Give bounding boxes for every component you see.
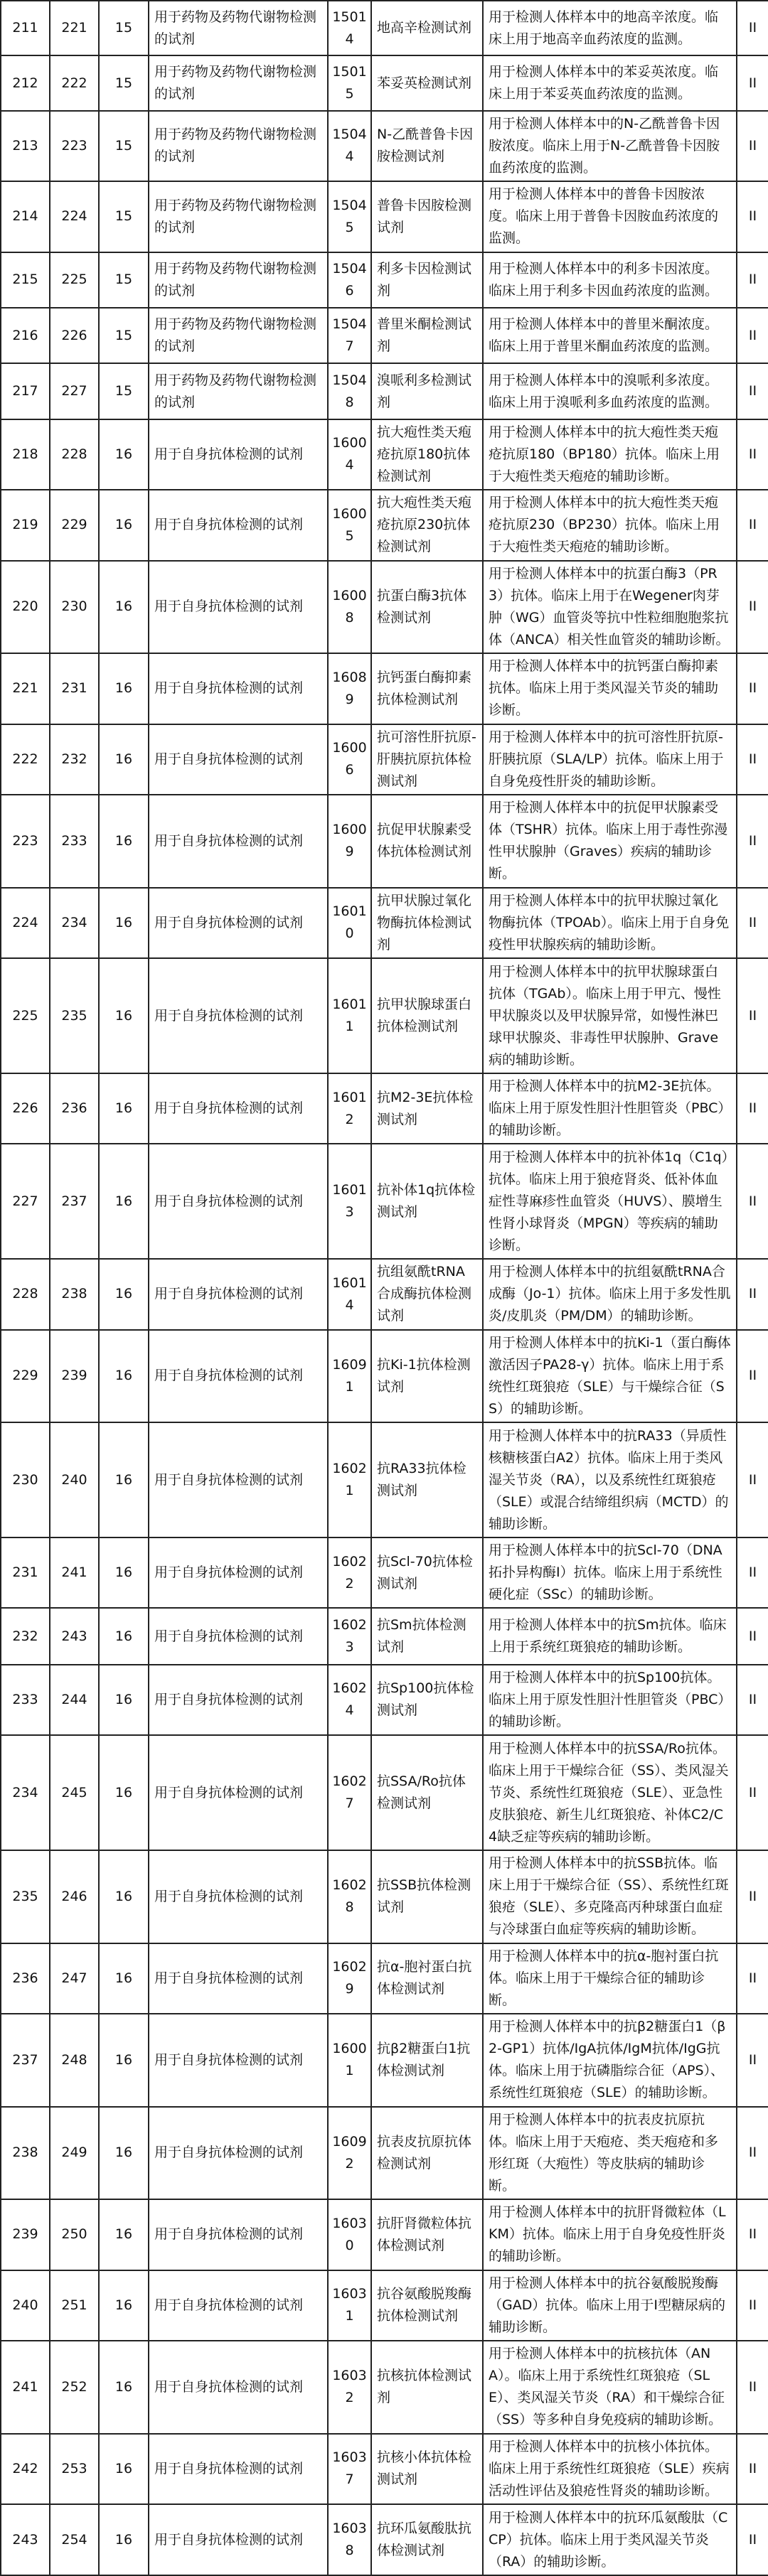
row-product-name-cell: 抗SSA/Ro抗体检测试剂 (371, 1735, 483, 1850)
row-purpose-cell: 用于自身抗体检测的试剂 (149, 1608, 328, 1664)
row-description-cell: 用于检测人体样本中的抗甲状腺球蛋白抗体（TGAb）。临床上用于甲亢、慢性甲状腺炎以及甲状腺异常，如慢性淋巴球甲状腺炎、非毒性甲状腺肿、Grave病的辅助诊断。 (483, 958, 737, 1073)
row-purpose-cell: 用于自身抗体检测的试剂 (149, 724, 328, 795)
row-seq-cell: 229 (1, 1330, 50, 1423)
row-purpose-cell: 用于自身抗体检测的试剂 (149, 795, 328, 888)
table-row (1, 55, 768, 110)
row-seq-cell: 238 (1, 2107, 50, 2200)
row-product-name-cell: 利多卡因检测试剂 (371, 252, 483, 308)
row-class-cell: II (737, 2341, 768, 2434)
row-category-cell: 16 (99, 1850, 149, 1943)
row-description-cell: 用于检测人体样本中的抗钙蛋白酶抑素抗体。临床上用于类风湿关节炎的辅助诊断。 (483, 653, 737, 724)
row-product-name-cell: 抗环瓜氨酸肽抗体检测试剂 (371, 2504, 483, 2575)
row-purpose-cell: 用于药物及药物代谢物检测的试剂 (149, 181, 328, 252)
row-seq-cell: 224 (1, 888, 50, 958)
row-code-cell: 16005 (328, 490, 371, 560)
row-purpose-cell: 用于药物及药物代谢物检测的试剂 (149, 55, 328, 110)
row-number-cell: 241 (50, 1537, 99, 1608)
table-row (1, 1850, 768, 1943)
row-category-cell: 16 (99, 724, 149, 795)
table-row (1, 419, 768, 490)
row-code-cell: 16027 (328, 1735, 371, 1850)
row-purpose-cell: 用于自身抗体检测的试剂 (149, 2504, 328, 2575)
row-purpose-cell: 用于自身抗体检测的试剂 (149, 2107, 328, 2200)
row-product-name-cell: 抗M2-3E抗体检测试剂 (371, 1073, 483, 1144)
table-row (1, 561, 768, 654)
row-description-cell: 用于检测人体样本中的抗蛋白酶3（PR3）抗体。临床上用于在Wegener肉芽肿（WG）血管炎等抗中性粒细胞胞浆抗体（ANCA）相关性血管炎的辅助诊断。 (483, 561, 737, 654)
row-number-cell: 234 (50, 888, 99, 958)
row-purpose-cell: 用于自身抗体检测的试剂 (149, 2341, 328, 2434)
row-description-cell: 用于检测人体样本中的抗促甲状腺素受体（TSHR）抗体。临床上用于毒性弥漫性甲状腺肿（Graves）疾病的辅助诊断。 (483, 795, 737, 888)
row-description-cell: 用于检测人体样本中的苯妥英浓度。临床上用于苯妥英血药浓度的监测。 (483, 55, 737, 110)
row-number-cell: 228 (50, 419, 99, 490)
table-row (1, 111, 768, 181)
row-code-cell: 16010 (328, 888, 371, 958)
row-purpose-cell: 用于自身抗体检测的试剂 (149, 1943, 328, 2014)
row-number-cell: 221 (50, 1, 99, 55)
row-class-cell: II (737, 252, 768, 308)
row-purpose-cell: 用于自身抗体检测的试剂 (149, 1665, 328, 1735)
row-code-cell: 16014 (328, 1259, 371, 1329)
row-description-cell: 用于检测人体样本中的抗SSB抗体。临床上用于干燥综合征（SS）、系统性红斑狼疮（SLE）、多克隆高丙种球蛋白血症与冷球蛋白血症等疾病的辅助诊断。 (483, 1850, 737, 1943)
row-category-cell: 16 (99, 1330, 149, 1423)
row-seq-cell: 234 (1, 1735, 50, 1850)
row-product-name-cell: 地高辛检测试剂 (371, 1, 483, 55)
table-row (1, 2199, 768, 2270)
row-category-cell: 16 (99, 1422, 149, 1537)
table-row (1, 1537, 768, 1608)
row-category-cell: 16 (99, 1735, 149, 1850)
row-product-name-cell: 抗组氨酰tRNA合成酶抗体检测试剂 (371, 1259, 483, 1329)
row-description-cell: 用于检测人体样本中的普里米酮浓度。临床上用于普里米酮血药浓度的监测。 (483, 308, 737, 363)
row-number-cell: 246 (50, 1850, 99, 1943)
row-purpose-cell: 用于自身抗体检测的试剂 (149, 1850, 328, 1943)
row-product-name-cell: 抗钙蛋白酶抑素抗体检测试剂 (371, 653, 483, 724)
row-code-cell: 16023 (328, 1608, 371, 1664)
row-category-cell: 16 (99, 888, 149, 958)
row-description-cell: 用于检测人体样本中的抗Sm抗体。临床上用于系统红斑狼疮的辅助诊断。 (483, 1608, 737, 1664)
row-category-cell: 16 (99, 2199, 149, 2270)
row-product-name-cell: 抗可溶性肝抗原-肝胰抗原抗体检测试剂 (371, 724, 483, 795)
row-purpose-cell: 用于自身抗体检测的试剂 (149, 1259, 328, 1329)
table-row (1, 653, 768, 724)
row-number-cell: 223 (50, 111, 99, 181)
row-description-cell: 用于检测人体样本中的抗Sp100抗体。临床上用于原发性胆汁性胆管炎（PBC）的辅助诊断。 (483, 1665, 737, 1735)
row-product-name-cell: 抗核抗体检测试剂 (371, 2341, 483, 2434)
row-code-cell: 16032 (328, 2341, 371, 2434)
row-product-name-cell: 抗补体1q抗体检测试剂 (371, 1144, 483, 1259)
row-purpose-cell: 用于自身抗体检测的试剂 (149, 561, 328, 654)
row-number-cell: 224 (50, 181, 99, 252)
row-code-cell: 16028 (328, 1850, 371, 1943)
row-seq-cell: 221 (1, 653, 50, 724)
row-seq-cell: 241 (1, 2341, 50, 2434)
row-purpose-cell: 用于自身抗体检测的试剂 (149, 1144, 328, 1259)
row-code-cell: 16037 (328, 2434, 371, 2504)
row-number-cell: 243 (50, 1608, 99, 1664)
row-purpose-cell: 用于自身抗体检测的试剂 (149, 1537, 328, 1608)
row-code-cell: 15044 (328, 111, 371, 181)
row-description-cell: 用于检测人体样本中的抗表皮抗原抗体。临床上用于天疱疮、类天疱疮和多形红斑（大疱性）等皮肤病的辅助诊断。 (483, 2107, 737, 2200)
row-purpose-cell: 用于自身抗体检测的试剂 (149, 653, 328, 724)
row-purpose-cell: 用于自身抗体检测的试剂 (149, 1422, 328, 1537)
table-row (1, 308, 768, 363)
row-product-name-cell: 抗SSB抗体检测试剂 (371, 1850, 483, 1943)
row-code-cell: 15014 (328, 1, 371, 55)
table-row (1, 724, 768, 795)
row-number-cell: 239 (50, 1330, 99, 1423)
row-seq-cell: 213 (1, 111, 50, 181)
row-seq-cell: 212 (1, 55, 50, 110)
row-description-cell: 用于检测人体样本中的抗SSA/Ro抗体。临床上用于干燥综合征（SS）、类风湿关节炎、系统性红斑狼疮（SLE）、亚急性皮肤狼疮、新生儿红斑狼疮、补体C2/C4缺乏症等疾病的辅助诊断。 (483, 1735, 737, 1850)
row-description-cell: 用于检测人体样本中的抗核抗体（ANA）。临床上用于系统性红斑狼疮（SLE）、类风湿关节炎（RA）和干燥综合征（SS）等多种自身免疫病的辅助诊断。 (483, 2341, 737, 2434)
row-category-cell: 16 (99, 1259, 149, 1329)
row-class-cell: II (737, 2270, 768, 2341)
row-seq-cell: 216 (1, 308, 50, 363)
row-product-name-cell: 普里米酮检测试剂 (371, 308, 483, 363)
table-row (1, 363, 768, 419)
row-code-cell: 16092 (328, 2107, 371, 2200)
row-purpose-cell: 用于自身抗体检测的试剂 (149, 2270, 328, 2341)
row-category-cell: 16 (99, 1608, 149, 1664)
table-row (1, 1259, 768, 1329)
table-row (1, 888, 768, 958)
row-category-cell: 16 (99, 1144, 149, 1259)
row-code-cell: 16038 (328, 2504, 371, 2575)
row-category-cell: 16 (99, 795, 149, 888)
row-number-cell: 248 (50, 2014, 99, 2107)
row-product-name-cell: 抗Sp100抗体检测试剂 (371, 1665, 483, 1735)
row-code-cell: 16024 (328, 1665, 371, 1735)
row-seq-cell: 218 (1, 419, 50, 490)
row-purpose-cell: 用于自身抗体检测的试剂 (149, 1735, 328, 1850)
row-product-name-cell: N-乙酰普鲁卡因胺检测试剂 (371, 111, 483, 181)
row-product-name-cell: 抗RA33抗体检测试剂 (371, 1422, 483, 1537)
row-category-cell: 16 (99, 1665, 149, 1735)
table-row (1, 490, 768, 560)
row-purpose-cell: 用于药物及药物代谢物检测的试剂 (149, 363, 328, 419)
row-seq-cell: 217 (1, 363, 50, 419)
table-row (1, 1144, 768, 1259)
row-number-cell: 237 (50, 1144, 99, 1259)
row-class-cell: II (737, 111, 768, 181)
row-seq-cell: 215 (1, 252, 50, 308)
row-description-cell: 用于检测人体样本中的抗RA33（异质性核糖核蛋白A2）抗体。临床上用于类风湿关节炎（RA），以及系统性红斑狼疮（SLE）或混合结缔组织病（MCTD）的辅助诊断。 (483, 1422, 737, 1537)
table-row (1, 2107, 768, 2200)
row-purpose-cell: 用于自身抗体检测的试剂 (149, 958, 328, 1073)
row-seq-cell: 222 (1, 724, 50, 795)
table-row (1, 1943, 768, 2014)
row-code-cell: 16013 (328, 1144, 371, 1259)
row-seq-cell: 243 (1, 2504, 50, 2575)
row-category-cell: 15 (99, 111, 149, 181)
row-purpose-cell: 用于自身抗体检测的试剂 (149, 2014, 328, 2107)
row-code-cell: 15046 (328, 252, 371, 308)
table-row (1, 1608, 768, 1664)
row-code-cell: 16091 (328, 1330, 371, 1423)
row-number-cell: 253 (50, 2434, 99, 2504)
row-number-cell: 245 (50, 1735, 99, 1850)
row-class-cell: II (737, 1943, 768, 2014)
row-category-cell: 16 (99, 419, 149, 490)
row-seq-cell: 240 (1, 2270, 50, 2341)
row-class-cell: II (737, 1, 768, 55)
row-class-cell: II (737, 308, 768, 363)
row-product-name-cell: 抗Scl-70抗体检测试剂 (371, 1537, 483, 1608)
row-class-cell: II (737, 181, 768, 252)
row-class-cell: II (737, 363, 768, 419)
row-category-cell: 15 (99, 308, 149, 363)
row-product-name-cell: 抗表皮抗原抗体检测试剂 (371, 2107, 483, 2200)
row-category-cell: 16 (99, 1073, 149, 1144)
table-row (1, 2270, 768, 2341)
row-product-name-cell: 抗肝肾微粒体抗体检测试剂 (371, 2199, 483, 2270)
table-row (1, 1665, 768, 1735)
row-description-cell: 用于检测人体样本中的N-乙酰普鲁卡因胺浓度。临床上用于N-乙酰普鲁卡因胺血药浓度的监测。 (483, 111, 737, 181)
row-purpose-cell: 用于自身抗体检测的试剂 (149, 888, 328, 958)
table-row (1, 2341, 768, 2434)
row-product-name-cell: 抗大疱性类天疱疮抗原180抗体检测试剂 (371, 419, 483, 490)
table-row (1, 1, 768, 55)
row-category-cell: 15 (99, 1, 149, 55)
table-row (1, 958, 768, 1073)
row-description-cell: 用于检测人体样本中的抗大疱性类天疱疮抗原230（BP230）抗体。临床上用于大疱性类天疱疮的辅助诊断。 (483, 490, 737, 560)
row-number-cell: 249 (50, 2107, 99, 2200)
row-category-cell: 16 (99, 1943, 149, 2014)
row-seq-cell: 237 (1, 2014, 50, 2107)
table-body (1, 1, 768, 2575)
row-category-cell: 16 (99, 490, 149, 560)
row-code-cell: 16001 (328, 2014, 371, 2107)
row-number-cell: 230 (50, 561, 99, 654)
row-purpose-cell: 用于自身抗体检测的试剂 (149, 1330, 328, 1423)
row-class-cell: II (737, 888, 768, 958)
row-description-cell: 用于检测人体样本中的抗补体1q（C1q）抗体。临床上用于狼疮肾炎、低补体血症性荨麻疹性血管炎（HUVS）、膜增生性肾小球肾炎（MPGN）等疾病的辅助诊断。 (483, 1144, 737, 1259)
row-category-cell: 15 (99, 181, 149, 252)
row-product-name-cell: 抗甲状腺过氧化物酶抗体检测试剂 (371, 888, 483, 958)
row-seq-cell: 242 (1, 2434, 50, 2504)
row-class-cell: II (737, 55, 768, 110)
row-class-cell: II (737, 1422, 768, 1537)
row-category-cell: 16 (99, 1537, 149, 1608)
row-seq-cell: 231 (1, 1537, 50, 1608)
row-class-cell: II (737, 1259, 768, 1329)
row-number-cell: 222 (50, 55, 99, 110)
row-class-cell: II (737, 724, 768, 795)
row-purpose-cell: 用于自身抗体检测的试剂 (149, 1073, 328, 1144)
row-purpose-cell: 用于自身抗体检测的试剂 (149, 490, 328, 560)
row-description-cell: 用于检测人体样本中的抗α-胞衬蛋白抗体。临床上用于干燥综合征的辅助诊断。 (483, 1943, 737, 2014)
row-seq-cell: 235 (1, 1850, 50, 1943)
row-number-cell: 235 (50, 958, 99, 1073)
row-code-cell: 15015 (328, 55, 371, 110)
row-purpose-cell: 用于自身抗体检测的试剂 (149, 2434, 328, 2504)
row-code-cell: 15047 (328, 308, 371, 363)
row-code-cell: 15048 (328, 363, 371, 419)
row-category-cell: 16 (99, 2434, 149, 2504)
row-class-cell: II (737, 1608, 768, 1664)
row-code-cell: 16012 (328, 1073, 371, 1144)
row-category-cell: 16 (99, 958, 149, 1073)
table-row (1, 181, 768, 252)
row-number-cell: 247 (50, 1943, 99, 2014)
row-product-name-cell: 抗甲状腺球蛋白抗体检测试剂 (371, 958, 483, 1073)
row-seq-cell: 223 (1, 795, 50, 888)
row-class-cell: II (737, 2504, 768, 2575)
row-code-cell: 16029 (328, 1943, 371, 2014)
row-product-name-cell: 抗Sm抗体检测试剂 (371, 1608, 483, 1664)
row-code-cell: 16022 (328, 1537, 371, 1608)
row-class-cell: II (737, 419, 768, 490)
row-seq-cell: 239 (1, 2199, 50, 2270)
table-row (1, 1735, 768, 1850)
row-class-cell: II (737, 1735, 768, 1850)
row-product-name-cell: 普鲁卡因胺检测试剂 (371, 181, 483, 252)
row-description-cell: 用于检测人体样本中的抗Scl-70（DNA拓扑异构酶Ⅰ）抗体。临床上用于系统性硬化症（SSc）的辅助诊断。 (483, 1537, 737, 1608)
row-seq-cell: 227 (1, 1144, 50, 1259)
row-class-cell: II (737, 1144, 768, 1259)
row-product-name-cell: 抗α-胞衬蛋白抗体检测试剂 (371, 1943, 483, 2014)
row-number-cell: 225 (50, 252, 99, 308)
table-row (1, 2014, 768, 2107)
row-description-cell: 用于检测人体样本中的抗环瓜氨酸肽（CCP）抗体。临床上用于类风湿关节炎（RA）的辅助诊断。 (483, 2504, 737, 2575)
row-class-cell: II (737, 1850, 768, 1943)
table-row (1, 1330, 768, 1423)
row-seq-cell: 230 (1, 1422, 50, 1537)
row-description-cell: 用于检测人体样本中的地高辛浓度。临床上用于地高辛血药浓度的监测。 (483, 1, 737, 55)
row-number-cell: 227 (50, 363, 99, 419)
row-class-cell: II (737, 1537, 768, 1608)
row-product-name-cell: 抗Ki-1抗体检测试剂 (371, 1330, 483, 1423)
row-seq-cell: 232 (1, 1608, 50, 1664)
row-code-cell: 16009 (328, 795, 371, 888)
row-description-cell: 用于检测人体样本中的溴哌利多浓度。临床上用于溴哌利多血药浓度的监测。 (483, 363, 737, 419)
row-code-cell: 16089 (328, 653, 371, 724)
table-row (1, 1073, 768, 1144)
row-class-cell: II (737, 2199, 768, 2270)
row-purpose-cell: 用于自身抗体检测的试剂 (149, 2199, 328, 2270)
row-class-cell: II (737, 795, 768, 888)
row-number-cell: 244 (50, 1665, 99, 1735)
row-number-cell: 238 (50, 1259, 99, 1329)
row-class-cell: II (737, 2107, 768, 2200)
row-number-cell: 231 (50, 653, 99, 724)
row-category-cell: 16 (99, 2270, 149, 2341)
table-row (1, 2504, 768, 2575)
row-number-cell: 236 (50, 1073, 99, 1144)
row-class-cell: II (737, 653, 768, 724)
row-code-cell: 16008 (328, 561, 371, 654)
row-description-cell: 用于检测人体样本中的抗β2糖蛋白1（β2-GP1）抗体/IgA抗体/IgM抗体/IgG抗体。临床上用于抗磷脂综合征（APS）、系统性红斑狼疮（SLE）的辅助诊断。 (483, 2014, 737, 2107)
row-number-cell: 233 (50, 795, 99, 888)
row-seq-cell: 214 (1, 181, 50, 252)
row-description-cell: 用于检测人体样本中的抗肝肾微粒体（LKM）抗体。临床上用于自身免疫性肝炎的辅助诊断。 (483, 2199, 737, 2270)
row-purpose-cell: 用于自身抗体检测的试剂 (149, 419, 328, 490)
row-product-name-cell: 抗β2糖蛋白1抗体检测试剂 (371, 2014, 483, 2107)
row-number-cell: 254 (50, 2504, 99, 2575)
row-description-cell: 用于检测人体样本中的抗Ki-1（蛋白酶体激活因子PA28-γ）抗体。临床上用于系统性红斑狼疮（SLE）与干燥综合征（SS）的辅助诊断。 (483, 1330, 737, 1423)
row-product-name-cell: 苯妥英检测试剂 (371, 55, 483, 110)
row-number-cell: 252 (50, 2341, 99, 2434)
row-description-cell: 用于检测人体样本中的抗可溶性肝抗原-肝胰抗原（SLA/LP）抗体。临床上用于自身免疫性肝炎的辅助诊断。 (483, 724, 737, 795)
row-code-cell: 16006 (328, 724, 371, 795)
row-description-cell: 用于检测人体样本中的抗甲状腺过氧化物酶抗体（TPOAb）。临床上用于自身免疫性甲状腺疾病的辅助诊断。 (483, 888, 737, 958)
row-seq-cell: 211 (1, 1, 50, 55)
row-code-cell: 16030 (328, 2199, 371, 2270)
row-seq-cell: 236 (1, 1943, 50, 2014)
row-product-name-cell: 抗大疱性类天疱疮抗原230抗体检测试剂 (371, 490, 483, 560)
row-product-name-cell: 抗谷氨酸脱羧酶抗体检测试剂 (371, 2270, 483, 2341)
row-seq-cell: 220 (1, 561, 50, 654)
row-description-cell: 用于检测人体样本中的抗核小体抗体。临床上用于系统性红斑狼疮（SLE）疾病活动性评估及狼疮性肾炎的辅助诊断。 (483, 2434, 737, 2504)
row-description-cell: 用于检测人体样本中的抗组氨酰tRNA合成酶（Jo-1）抗体。临床上用于多发性肌炎/皮肌炎（PM/DM）的辅助诊断。 (483, 1259, 737, 1329)
row-purpose-cell: 用于药物及药物代谢物检测的试剂 (149, 252, 328, 308)
row-class-cell: II (737, 1665, 768, 1735)
table-row (1, 2434, 768, 2504)
table-row (1, 795, 768, 888)
row-category-cell: 16 (99, 2014, 149, 2107)
row-number-cell: 240 (50, 1422, 99, 1537)
row-code-cell: 15045 (328, 181, 371, 252)
row-product-name-cell: 溴哌利多检测试剂 (371, 363, 483, 419)
row-class-cell: II (737, 1330, 768, 1423)
row-purpose-cell: 用于药物及药物代谢物检测的试剂 (149, 111, 328, 181)
row-seq-cell: 226 (1, 1073, 50, 1144)
row-category-cell: 15 (99, 55, 149, 110)
row-category-cell: 16 (99, 2504, 149, 2575)
row-class-cell: II (737, 958, 768, 1073)
row-description-cell: 用于检测人体样本中的普鲁卡因胺浓度。临床上用于普鲁卡因胺血药浓度的监测。 (483, 181, 737, 252)
row-seq-cell: 228 (1, 1259, 50, 1329)
row-number-cell: 250 (50, 2199, 99, 2270)
row-purpose-cell: 用于药物及药物代谢物检测的试剂 (149, 1, 328, 55)
row-seq-cell: 219 (1, 490, 50, 560)
table-row (1, 1422, 768, 1537)
row-number-cell: 226 (50, 308, 99, 363)
row-seq-cell: 225 (1, 958, 50, 1073)
row-purpose-cell: 用于药物及药物代谢物检测的试剂 (149, 308, 328, 363)
row-product-name-cell: 抗促甲状腺素受体抗体检测试剂 (371, 795, 483, 888)
row-description-cell: 用于检测人体样本中的抗M2-3E抗体。临床上用于原发性胆汁性胆管炎（PBC）的辅助诊断。 (483, 1073, 737, 1144)
table-row (1, 252, 768, 308)
row-description-cell: 用于检测人体样本中的抗大疱性类天疱疮抗原180（BP180）抗体。临床上用于大疱性类天疱疮的辅助诊断。 (483, 419, 737, 490)
row-class-cell: II (737, 2434, 768, 2504)
row-number-cell: 232 (50, 724, 99, 795)
row-category-cell: 15 (99, 363, 149, 419)
row-number-cell: 251 (50, 2270, 99, 2341)
row-code-cell: 16011 (328, 958, 371, 1073)
row-category-cell: 16 (99, 561, 149, 654)
row-description-cell: 用于检测人体样本中的抗谷氨酸脱羧酶（GAD）抗体。临床上用于Ⅰ型糖尿病的辅助诊断。 (483, 2270, 737, 2341)
row-category-cell: 15 (99, 252, 149, 308)
row-description-cell: 用于检测人体样本中的利多卡因浓度。临床上用于利多卡因血药浓度的监测。 (483, 252, 737, 308)
row-seq-cell: 233 (1, 1665, 50, 1735)
row-category-cell: 16 (99, 2107, 149, 2200)
row-code-cell: 16021 (328, 1422, 371, 1537)
row-product-name-cell: 抗核小体抗体检测试剂 (371, 2434, 483, 2504)
row-class-cell: II (737, 2014, 768, 2107)
row-category-cell: 16 (99, 2341, 149, 2434)
row-class-cell: II (737, 561, 768, 654)
row-category-cell: 16 (99, 653, 149, 724)
row-class-cell: II (737, 1073, 768, 1144)
row-product-name-cell: 抗蛋白酶3抗体检测试剂 (371, 561, 483, 654)
row-number-cell: 229 (50, 490, 99, 560)
row-code-cell: 16031 (328, 2270, 371, 2341)
row-class-cell: II (737, 490, 768, 560)
row-code-cell: 16004 (328, 419, 371, 490)
